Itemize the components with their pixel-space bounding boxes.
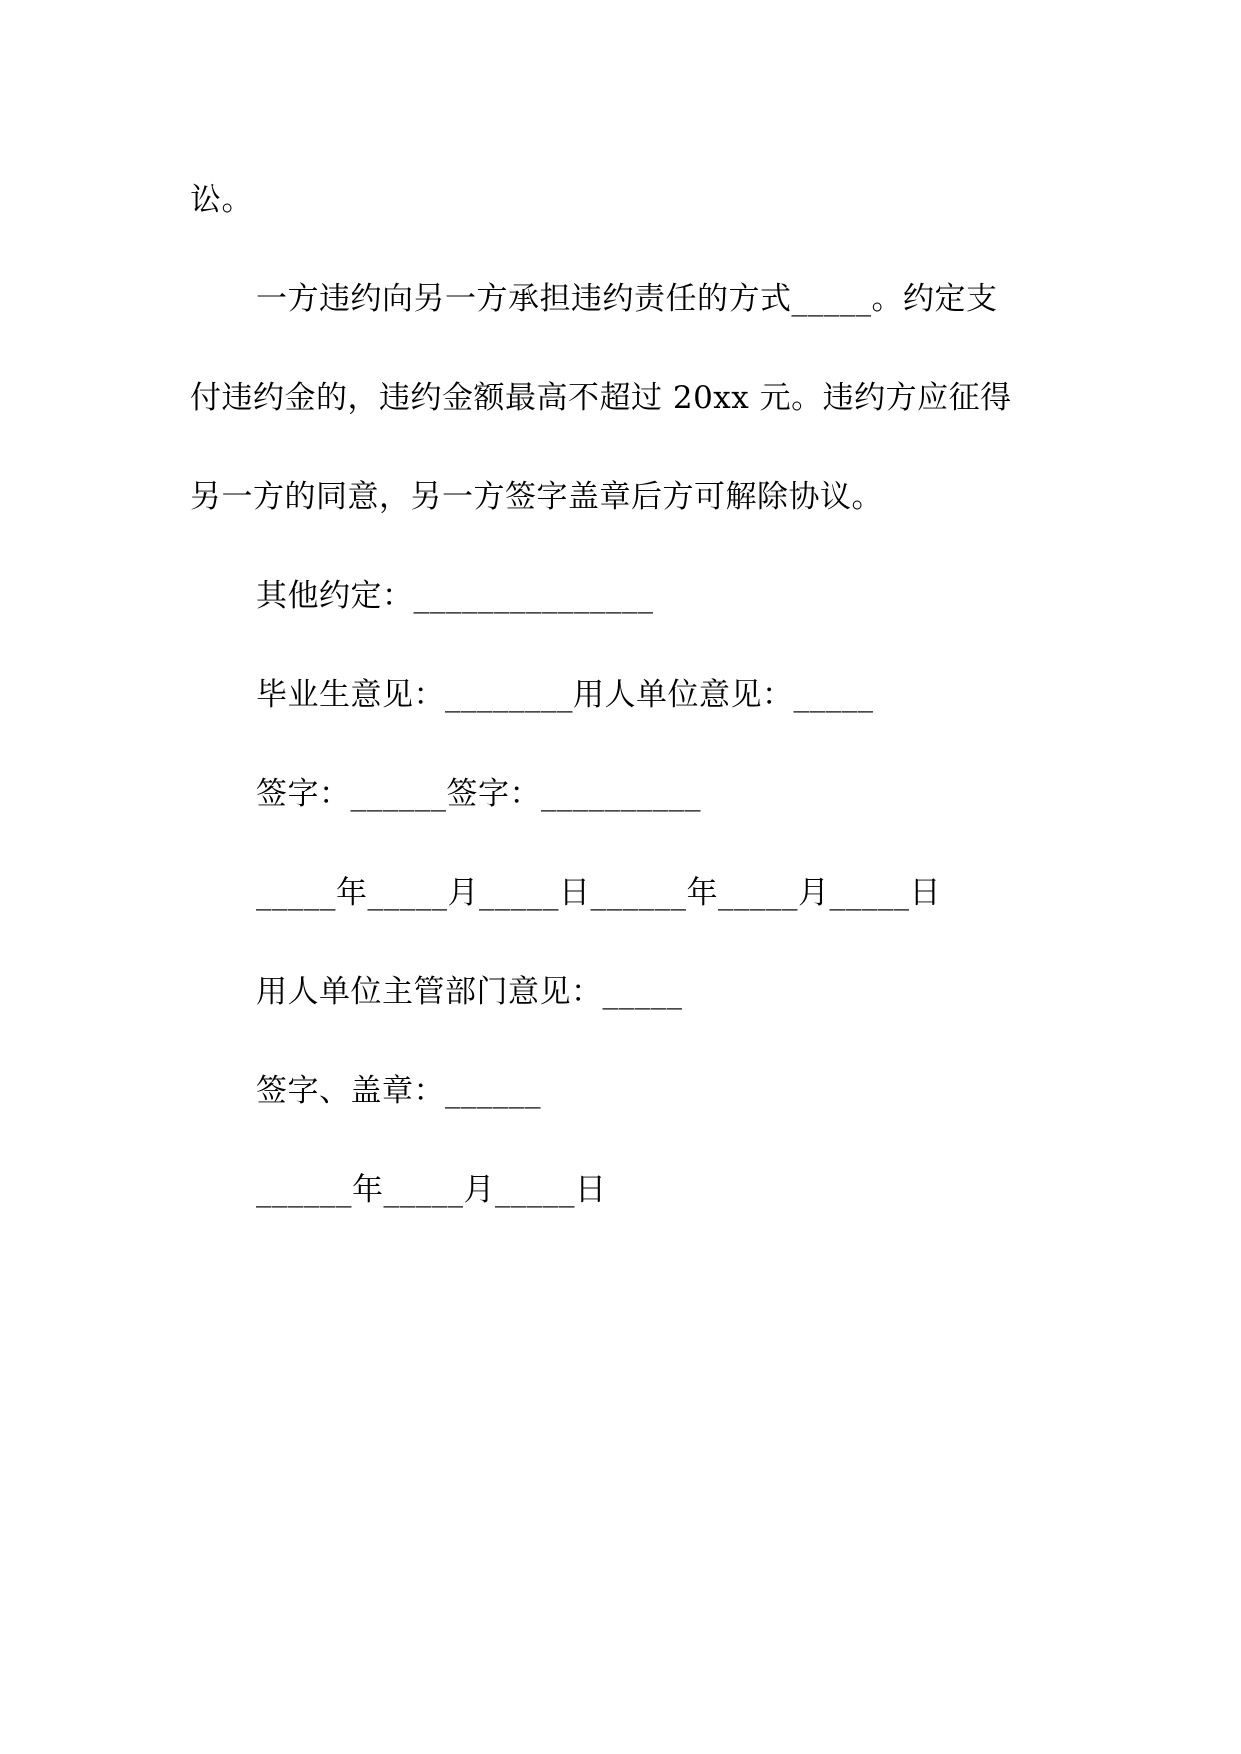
department-date-line: ______年_____月_____日 xyxy=(256,1172,607,1208)
signatures-line: 签字：______签字：__________ xyxy=(256,776,701,812)
department-seal-line: 签字、盖章：______ xyxy=(256,1073,541,1109)
breach-clause-line-3: 另一方的同意，另一方签字盖章后方可解除协议。 xyxy=(190,479,883,515)
department-opinion-line: 用人单位主管部门意见：_____ xyxy=(256,974,683,1010)
paragraph-continuation: 讼。 xyxy=(190,182,253,218)
breach-clause-line-1: 一方违约向另一方承担违约责任的方式_____。约定支 xyxy=(256,281,998,317)
breach-clause-line-2: 付违约金的，违约金额最高不超过 20xx 元。违约方应征得 xyxy=(190,380,1012,416)
other-agreements-line: 其他约定：_______________ xyxy=(256,578,654,614)
opinions-line: 毕业生意见：________用人单位意见：_____ xyxy=(256,677,874,713)
document-body xyxy=(190,170,1050,1240)
dates-line: _____年_____月_____日______年_____月_____日 xyxy=(256,875,941,911)
